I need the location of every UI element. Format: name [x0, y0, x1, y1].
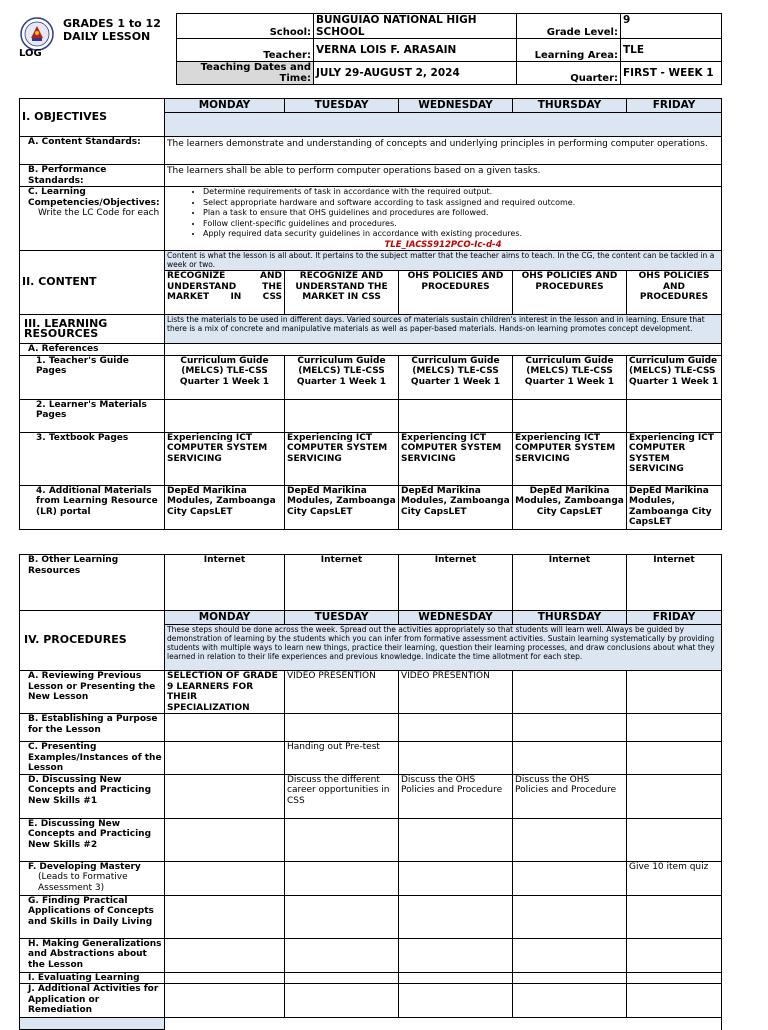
quarter-value: FIRST - WEEK 1: [621, 62, 722, 85]
document-title: [63, 17, 161, 43]
additional-monday: DepEd Marikina Modules, Zamboanga City CapsLET: [165, 485, 285, 529]
proc-day-header-friday: FRIDAY: [627, 611, 722, 625]
content-tuesday: RECOGNIZE AND UNDERSTAND THE MARKET IN CSS: [285, 271, 399, 315]
procedure-d-monday: [165, 774, 285, 818]
procedure-h-tuesday: [285, 938, 399, 972]
competency-item: • Follow client-specific guidelines and procedures.: [203, 219, 719, 230]
procedure-h-friday: [627, 938, 722, 972]
procedure-j-monday: [165, 984, 285, 1018]
procedure-a-monday: SELECTION OF GRADE 9 LEARNERS FOR THEIR SPECIALIZATION: [165, 671, 285, 714]
procedure-b-monday: [165, 714, 285, 742]
objectives-content-resources-table: [19, 98, 722, 530]
day-header-thursday: THURSDAY: [513, 99, 627, 113]
other-wednesday: Internet: [399, 555, 513, 611]
content-note: Content is what the lesson is all about. It pertains to the subject matter that the teacher aims to teach. In the CG, the content can be tackled in a week or two.: [165, 251, 722, 271]
proc-day-header-tuesday: TUESDAY: [285, 611, 399, 625]
competencies-list: [167, 187, 719, 240]
procedure-a-thursday: [513, 671, 627, 714]
objectives-blank-band: [165, 113, 722, 137]
procedure-f-label-cell: [20, 861, 165, 895]
procedure-e-thursday: [513, 818, 627, 861]
procedure-row-label: G. Finding Practical Applications of Concepts and Skills in Daily Living: [20, 895, 165, 938]
procedure-g-friday: [627, 895, 722, 938]
procedure-d-wednesday: Discuss the OHS Policies and Procedure: [399, 774, 513, 818]
dates-value: JULY 29-AUGUST 2, 2024: [314, 62, 517, 85]
grade-level-value: 9: [621, 14, 722, 39]
learning-area-label: Learning Area:: [517, 39, 621, 62]
proc-day-header-thursday: THURSDAY: [513, 611, 627, 625]
procedure-b-friday: [627, 714, 722, 742]
procedure-c-tuesday: Handing out Pre-test: [285, 742, 399, 775]
content-monday: RECOGNIZE AND UNDERSTAND THE MARKET IN CSS: [165, 271, 285, 315]
proc-day-header-wednesday: WEDNESDAY: [399, 611, 513, 625]
content-friday: OHS POLICIES AND PROCEDURES: [627, 271, 722, 315]
competency-item: • Select appropriate hardware and software according to task assigned and required outcome.: [203, 198, 719, 209]
other-thursday: Internet: [513, 555, 627, 611]
day-header-tuesday: TUESDAY: [285, 99, 399, 113]
competency-item: • Plan a task to ensure that OHS guidelines and procedures are followed.: [203, 208, 719, 219]
resources-note: Lists the materials to be used in different days. Varied sources of materials sustain children's interest in the lesson and in learning. Ensure that there is a mix of concrete and manipulative materials as well as paper-based materials. Hands-on learning promotes concept development.: [165, 315, 722, 344]
procedure-g-wednesday: [399, 895, 513, 938]
procedure-c-friday: [627, 742, 722, 775]
deped-seal-icon: [20, 17, 54, 51]
procedure-row-label: F. Developing Mastery: [28, 861, 141, 872]
day-header-monday: MONDAY: [165, 99, 285, 113]
teachers-guide-tuesday: Curriculum Guide (MELCS) TLE-CSS Quarter 1 Week 1: [285, 355, 399, 399]
title-line-1: GRADES 1 to 12: [63, 17, 161, 30]
performance-standards-label: B. Performance Standards:: [20, 165, 165, 187]
additional-thursday: DepEd Marikina Modules, Zamboanga City CapsLET: [513, 485, 627, 529]
procedure-i-monday: [165, 972, 285, 984]
resources-heading: III. LEARNING RESOURCES: [20, 315, 165, 344]
teacher-label: Teacher:: [177, 39, 314, 62]
teachers-guide-thursday: Curriculum Guide (MELCS) TLE-CSS Quarter 1 Week 1: [513, 355, 627, 399]
procedure-c-thursday: [513, 742, 627, 775]
teachers-guide-friday: Curriculum Guide (MELCS) TLE-CSS Quarter 1 Week 1: [627, 355, 722, 399]
procedure-b-wednesday: [399, 714, 513, 742]
school-value: BUNGUIAO NATIONAL HIGH SCHOOL: [314, 14, 517, 39]
procedure-d-friday: [627, 774, 722, 818]
procedure-i-tuesday: [285, 972, 399, 984]
procedure-b-tuesday: [285, 714, 399, 742]
performance-standards-text: The learners shall be able to perform computer operations based on a given tasks.: [165, 165, 722, 187]
content-heading: II. CONTENT: [20, 251, 165, 315]
procedure-h-wednesday: [399, 938, 513, 972]
references-label: A. References: [20, 344, 165, 356]
procedure-a-friday: [627, 671, 722, 714]
procedure-g-tuesday: [285, 895, 399, 938]
textbook-thursday: Experiencing ICT COMPUTER SYSTEM SERVICING: [513, 432, 627, 485]
procedures-note: These steps should be done across the week. Spread out the activities appropriately so that students will learn well. Always be guided by demonstration of learning by the students which you can infer from formative assessment activities. Sustain learning systematically by providing students with multiple ways to learn new things, practice their learning, question their learning processes, and draw conclusions about what they learned in relation to their life experiences and previous knowledge. Indicate the time allotment for each step.: [165, 625, 722, 671]
textbook-label: 3. Textbook Pages: [20, 432, 165, 485]
procedure-i-thursday: [513, 972, 627, 984]
procedure-c-monday: [165, 742, 285, 775]
other-resources-procedures-table: [19, 554, 722, 1030]
procedure-h-thursday: [513, 938, 627, 972]
procedure-row-label: B. Establishing a Purpose for the Lesson: [20, 714, 165, 742]
other-tuesday: Internet: [285, 555, 399, 611]
learners-wednesday: [399, 399, 513, 432]
additional-wednesday: DepEd Marikina Modules, Zamboanga City CapsLET: [399, 485, 513, 529]
procedure-a-tuesday: VIDEO PRESENTION: [285, 671, 399, 714]
procedure-d-tuesday: Discuss the different career opportunities in CSS: [285, 774, 399, 818]
competencies-cell: [165, 187, 722, 251]
content-thursday: OHS POLICIES AND PROCEDURES: [513, 271, 627, 315]
competencies-label: C. Learning Competencies/Objectives:: [28, 187, 160, 208]
textbook-friday: Experiencing ICT COMPUTER SYSTEM SERVICING: [627, 432, 722, 485]
procedure-c-wednesday: [399, 742, 513, 775]
procedure-f-monday: [165, 861, 285, 895]
procedure-row-label: A. Reviewing Previous Lesson or Presenting the New Lesson: [20, 671, 165, 714]
learners-tuesday: [285, 399, 399, 432]
school-label: School:: [177, 14, 314, 39]
procedure-b-thursday: [513, 714, 627, 742]
textbook-tuesday: Experiencing ICT COMPUTER SYSTEM SERVICING: [285, 432, 399, 485]
procedure-row-label: D. Discussing New Concepts and Practicing New Skills #1: [20, 774, 165, 818]
content-wednesday: OHS POLICIES AND PROCEDURES: [399, 271, 513, 315]
procedure-f-wednesday: [399, 861, 513, 895]
textbook-monday: Experiencing ICT COMPUTER SYSTEM SERVICING: [165, 432, 285, 485]
references-blank: [165, 344, 722, 356]
objectives-heading: I. OBJECTIVES: [20, 99, 165, 137]
procedure-j-tuesday: [285, 984, 399, 1018]
day-header-friday: FRIDAY: [627, 99, 722, 113]
procedure-d-thursday: Discuss the OHS Policies and Procedure: [513, 774, 627, 818]
procedure-row-sublabel: (Leads to Formative Assessment 3): [38, 872, 128, 893]
other-monday: Internet: [165, 555, 285, 611]
header-info-table: [176, 13, 722, 85]
learners-monday: [165, 399, 285, 432]
additional-friday: DepEd Marikina Modules, Zamboanga City CapsLET: [627, 485, 722, 529]
procedure-f-thursday: [513, 861, 627, 895]
procedure-h-monday: [165, 938, 285, 972]
grade-level-label: Grade Level:: [517, 14, 621, 39]
learners-thursday: [513, 399, 627, 432]
procedure-g-thursday: [513, 895, 627, 938]
procedure-f-tuesday: [285, 861, 399, 895]
content-standards-text: The learners demonstrate and understanding of concepts and underlying principles in performing computer operations.: [165, 137, 722, 165]
competencies-label-cell: [20, 187, 165, 251]
procedures-heading: IV. PROCEDURES: [20, 611, 165, 671]
teachers-guide-wednesday: Curriculum Guide (MELCS) TLE-CSS Quarter 1 Week 1: [399, 355, 513, 399]
lc-code: TLE_IACSS912PCO-Ic-d-4: [384, 239, 502, 250]
additional-tuesday: DepEd Marikina Modules, Zamboanga City CapsLET: [285, 485, 399, 529]
competency-item: • Apply required data security guidelines in accordance with existing procedures.: [203, 229, 719, 240]
procedure-e-monday: [165, 818, 285, 861]
learners-materials-label: 2. Learner's Materials Pages: [20, 399, 165, 432]
day-header-wednesday: WEDNESDAY: [399, 99, 513, 113]
procedure-row-label: E. Discussing New Concepts and Practicing New Skills #2: [20, 818, 165, 861]
procedure-e-tuesday: [285, 818, 399, 861]
quarter-label: Quarter:: [517, 62, 621, 85]
procedure-j-wednesday: [399, 984, 513, 1018]
teachers-guide-label: 1. Teacher's Guide Pages: [20, 355, 165, 399]
procedure-a-wednesday: VIDEO PRESENTION: [399, 671, 513, 714]
procedure-row-label: C. Presenting Examples/Instances of the Lesson: [20, 742, 165, 775]
learning-area-value: TLE: [621, 39, 722, 62]
procedure-e-friday: [627, 818, 722, 861]
textbook-wednesday: Experiencing ICT COMPUTER SYSTEM SERVICING: [399, 432, 513, 485]
proc-day-header-monday: MONDAY: [165, 611, 285, 625]
teacher-value: VERNA LOIS F. ARASAIN: [314, 39, 517, 62]
procedure-j-friday: [627, 984, 722, 1018]
additional-materials-label: 4. Additional Materials from Learning Resource (LR) portal: [20, 485, 165, 529]
teachers-guide-monday: Curriculum Guide (MELCS) TLE-CSS Quarter 1 Week 1: [165, 355, 285, 399]
other-resources-label: B. Other Learning Resources: [20, 555, 165, 611]
content-standards-label: A. Content Standards:: [20, 137, 165, 165]
procedure-row-label: H. Making Generalizations and Abstractions about the Lesson: [20, 938, 165, 972]
title-line-3: LOG: [19, 48, 42, 59]
title-line-2: DAILY LESSON: [63, 30, 151, 43]
learners-friday: [627, 399, 722, 432]
procedure-row-label: J. Additional Activities for Application or Remediation: [20, 984, 165, 1018]
procedure-row-label: I. Evaluating Learning: [20, 972, 165, 984]
procedure-j-thursday: [513, 984, 627, 1018]
procedure-i-friday: [627, 972, 722, 984]
competency-item: • Determine requirements of task in accordance with the required output.: [203, 187, 719, 198]
other-friday: Internet: [627, 555, 722, 611]
competencies-note: Write the LC Code for each: [38, 208, 160, 218]
procedure-f-friday: Give 10 item quiz: [627, 861, 722, 895]
procedure-i-wednesday: [399, 972, 513, 984]
procedure-e-wednesday: [399, 818, 513, 861]
dates-label: Teaching Dates and Time:: [177, 62, 314, 85]
procedure-g-monday: [165, 895, 285, 938]
